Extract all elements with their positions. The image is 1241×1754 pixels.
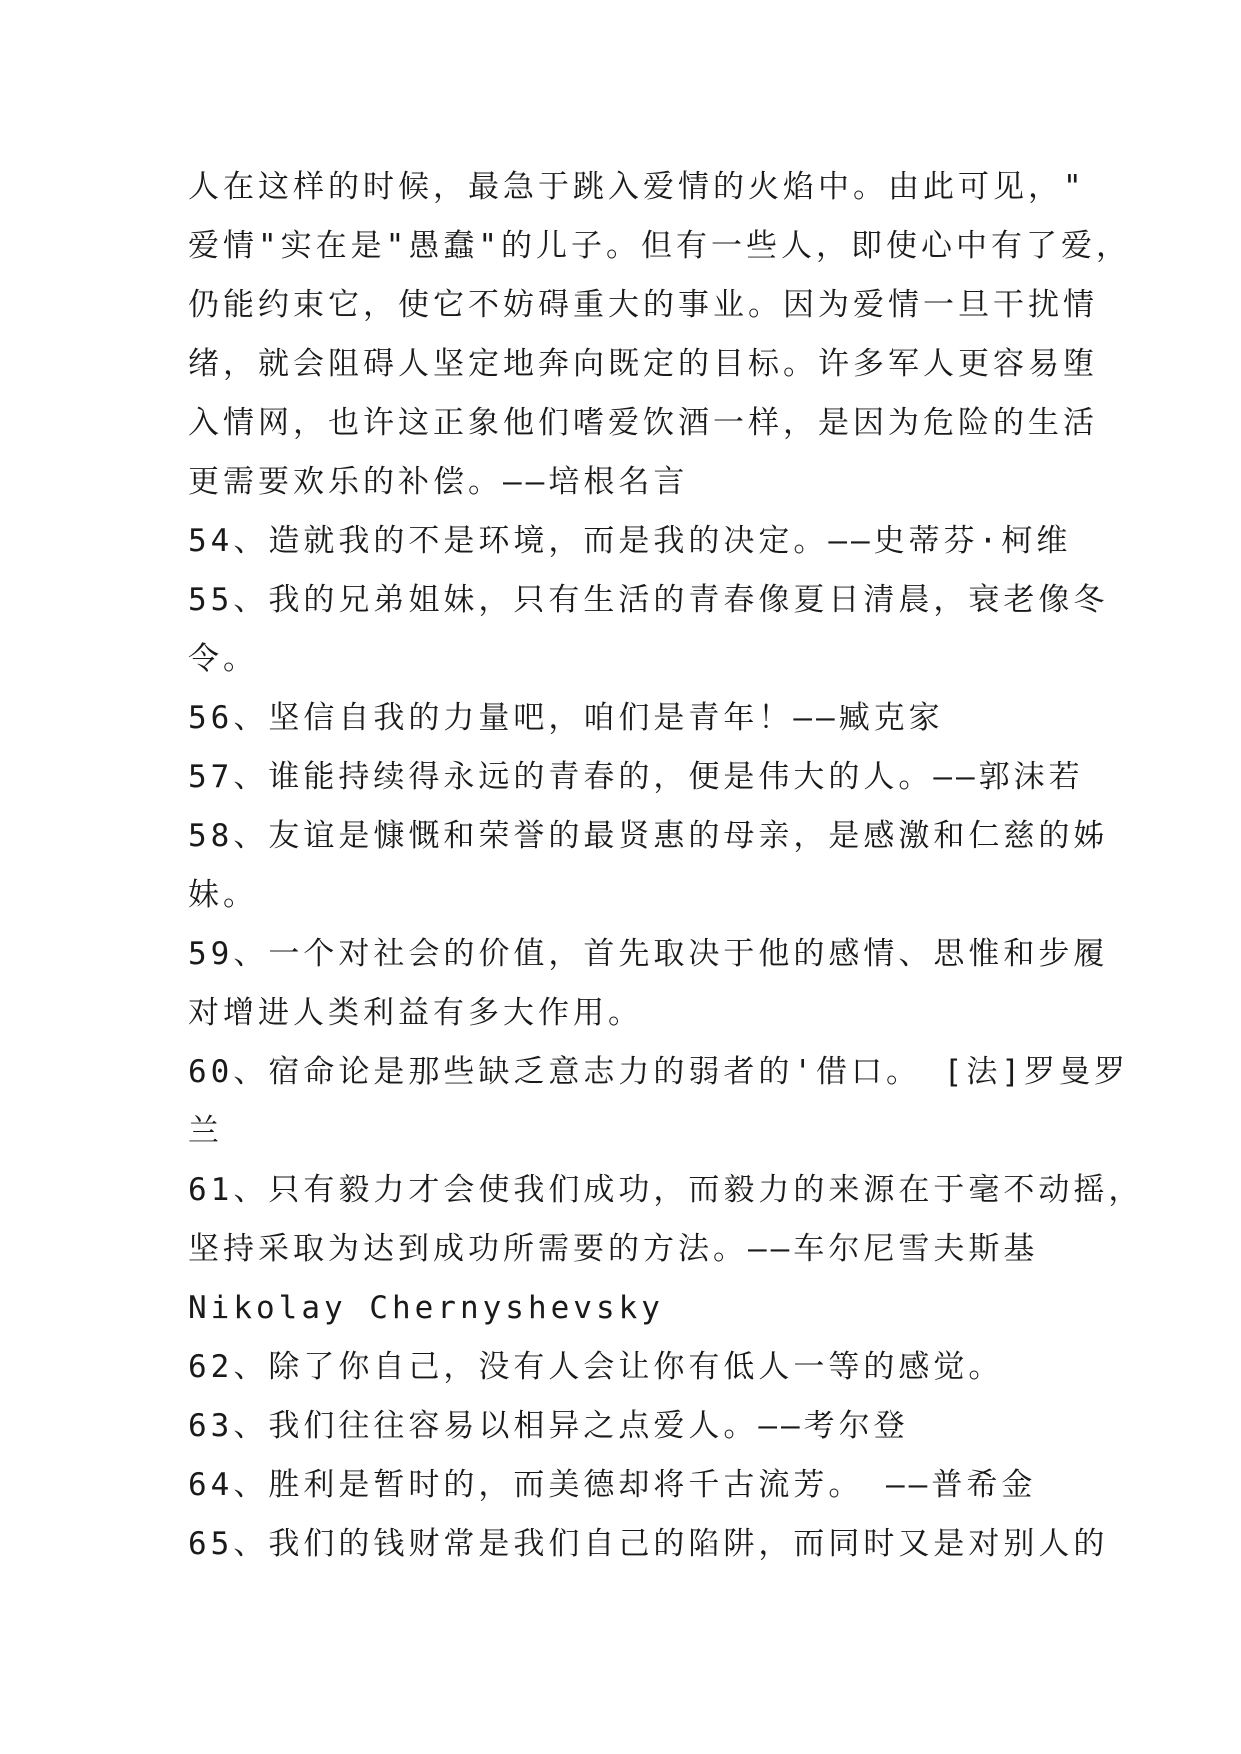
quote-64: 64、胜利是暂时的，而美德却将千古流芳。 ——普希金 (188, 1467, 1037, 1503)
text-line: 坚持采取为达到成功所需要的方法。——车尔尼雪夫斯基 (188, 1231, 1039, 1267)
quote-61: 61、只有毅力才会使我们成功，而毅力的来源在于毫不动摇， (188, 1172, 1144, 1208)
text-line: Nikolay Chernyshevsky (188, 1290, 664, 1326)
text-line: 兰 (188, 1113, 223, 1149)
quote-54: 54、造就我的不是环境，而是我的决定。——史蒂芬·柯维 (188, 523, 1072, 559)
text-line: 入情网，也许这正象他们嗜爱饮酒一样，是因为危险的生活 (188, 405, 1098, 441)
text-line: 对增进人类利益有多大作用。 (188, 995, 643, 1031)
document-page (188, 158, 1144, 1574)
text-line: 爱情"实在是"愚蠢"的儿子。但有一些人，即使心中有了爱， (188, 228, 1131, 264)
text-line: 令。 (188, 641, 258, 677)
quote-60: 60、宿命论是那些缺乏意志力的弱者的'借口。 [法]罗曼罗 (188, 1054, 1129, 1090)
quote-59: 59、一个对社会的价值，首先取决于他的感情、思惟和步履 (188, 936, 1109, 972)
text-line: 绪，就会阻碍人坚定地奔向既定的目标。许多军人更容易堕 (188, 346, 1098, 382)
quote-62: 62、除了你自己，没有人会让你有低人一等的感觉。 (188, 1349, 1004, 1385)
text-line: 仍能约束它，使它不妨碍重大的事业。因为爱情一旦干扰情 (188, 287, 1098, 323)
quote-56: 56、坚信自我的力量吧，咱们是青年！——臧克家 (188, 700, 944, 736)
quote-57: 57、谁能持续得永远的青春的，便是伟大的人。——郭沫若 (188, 759, 1084, 795)
quote-58: 58、友谊是慷慨和荣誉的最贤惠的母亲，是感激和仁慈的姊 (188, 818, 1109, 854)
text-line: 更需要欢乐的补偿。——培根名言 (188, 464, 689, 500)
quote-55: 55、我的兄弟姐妹，只有生活的青春像夏日清晨，衰老像冬 (188, 582, 1109, 618)
text-line: 妹。 (188, 877, 258, 913)
quote-65: 65、我们的钱财常是我们自己的陷阱，而同时又是对别人的 (188, 1526, 1109, 1562)
quote-63: 63、我们往往容易以相异之点爱人。——考尔登 (188, 1408, 909, 1444)
text-line: 人在这样的时候，最急于跳入爱情的火焰中。由此可见，" (188, 169, 1086, 205)
